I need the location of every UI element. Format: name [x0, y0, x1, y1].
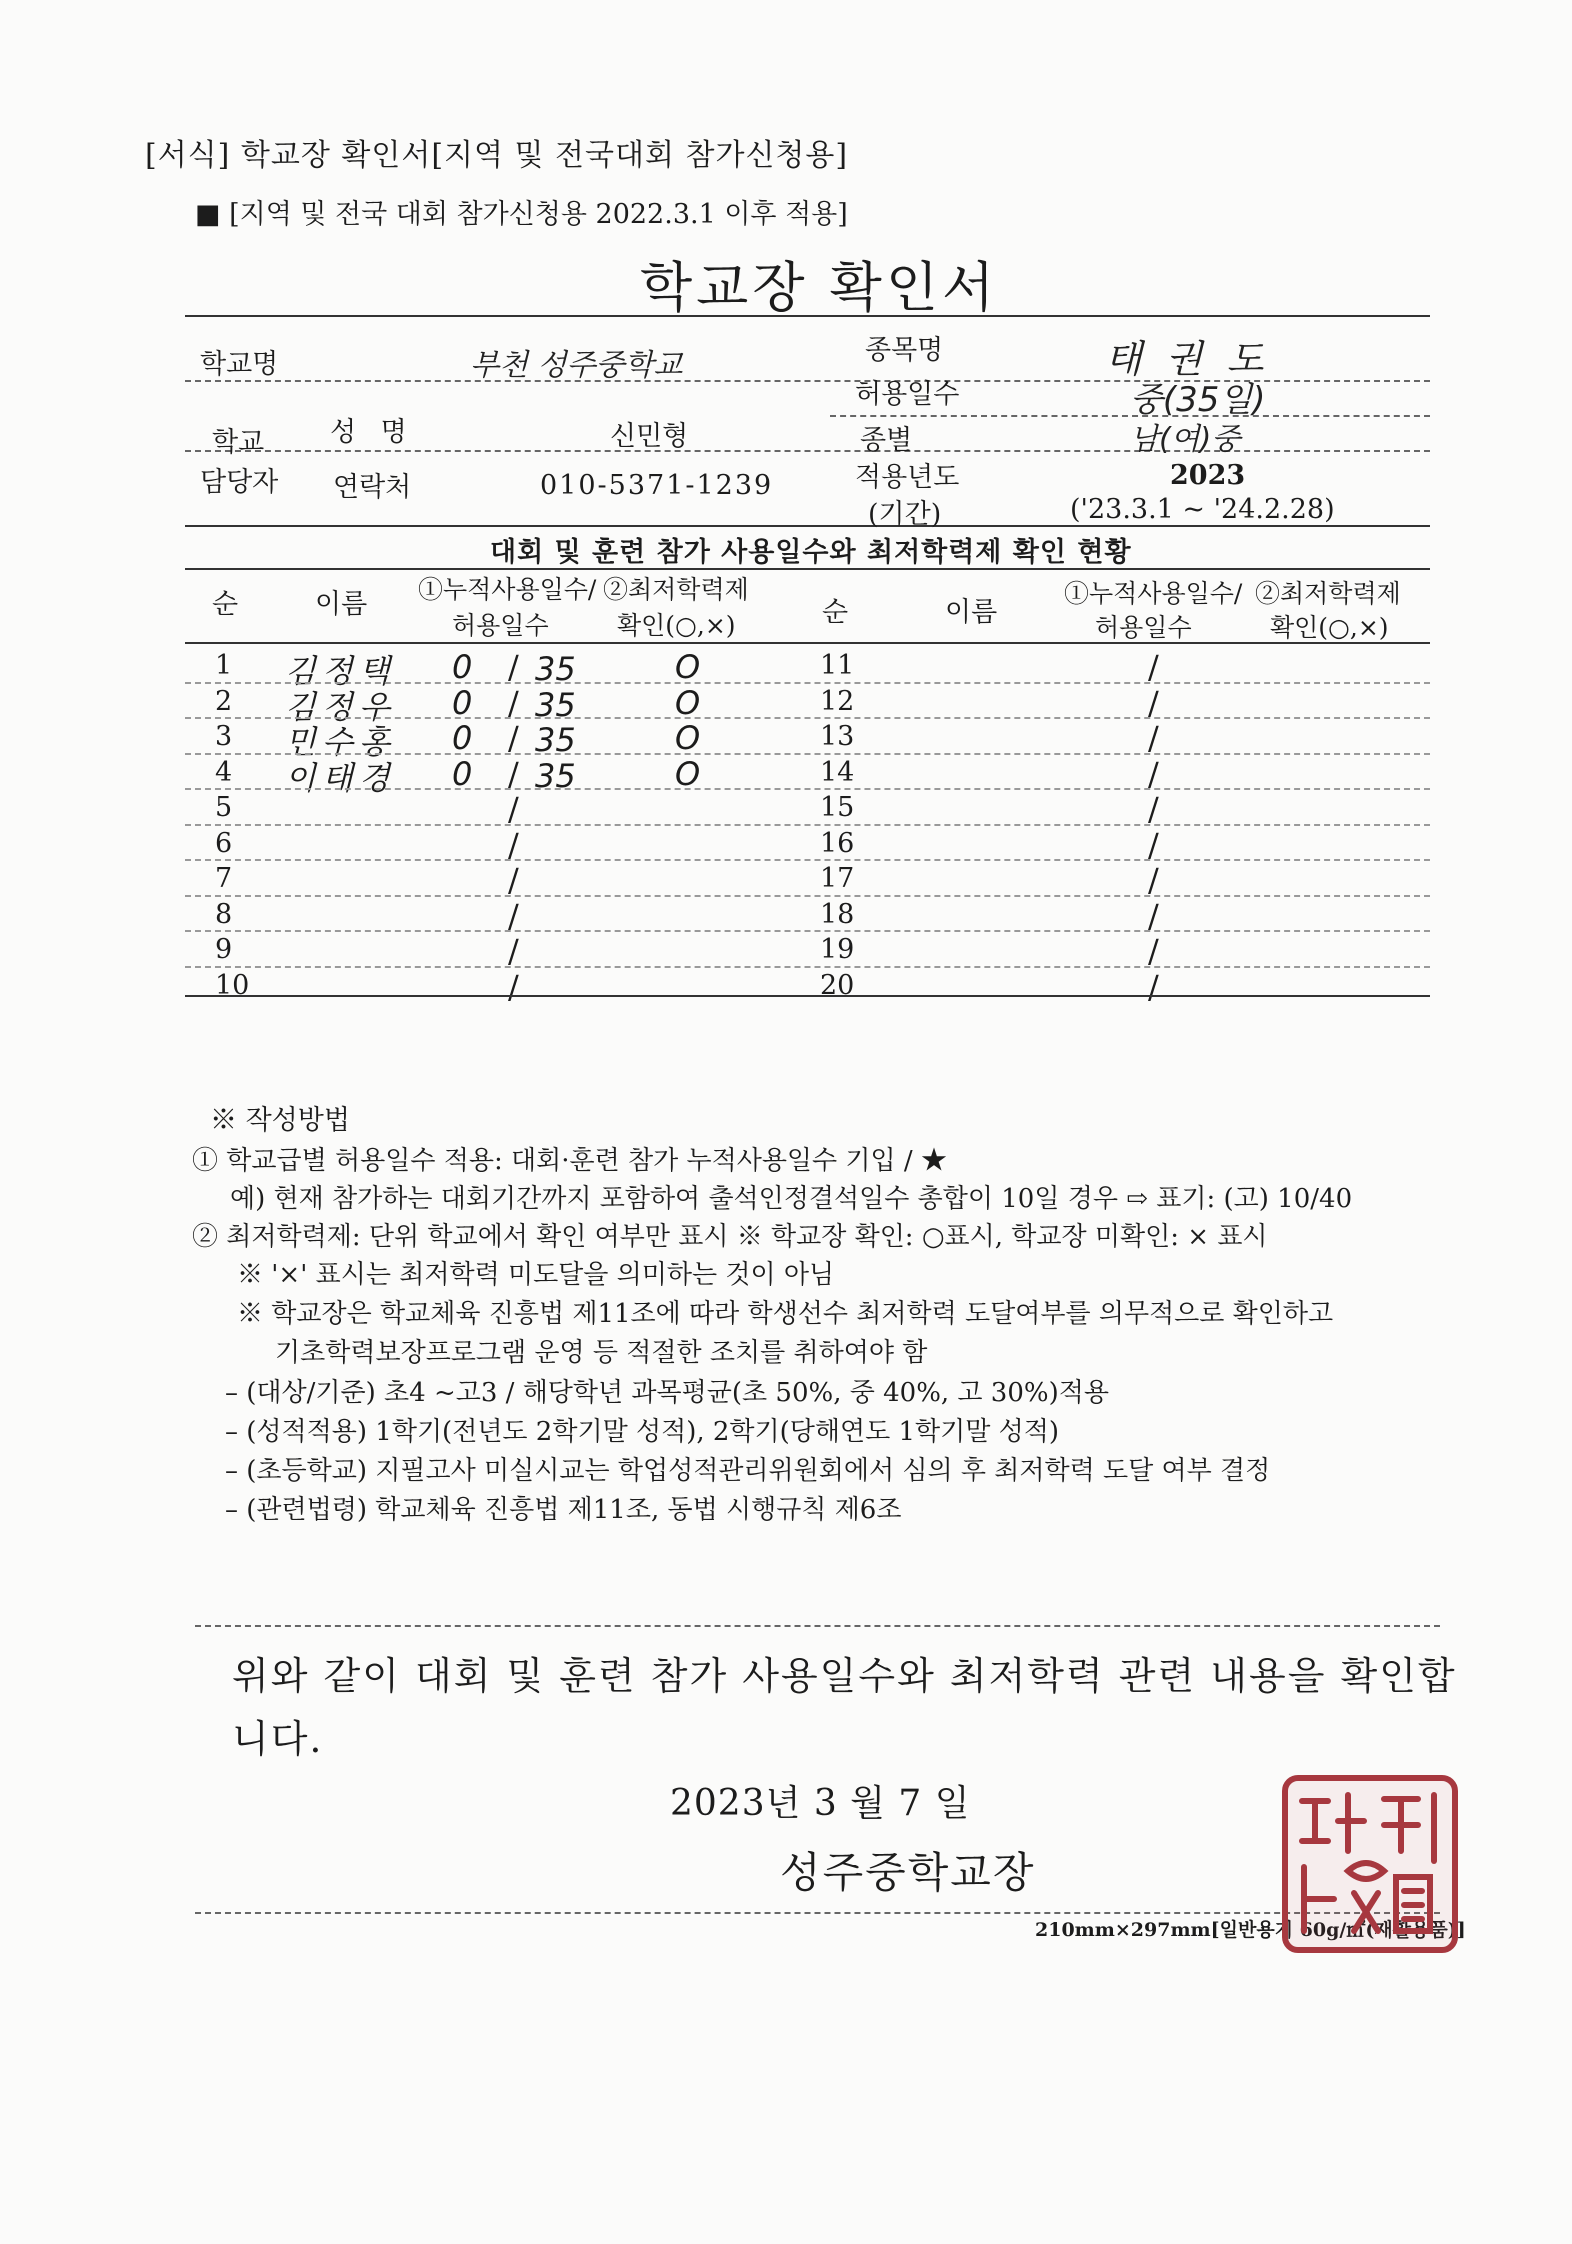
- allowed-days: 35: [535, 685, 576, 724]
- row-number-right: 19: [820, 934, 855, 965]
- row-number: 9: [215, 934, 233, 965]
- days-slash: /: [508, 683, 519, 722]
- days-slash-right: /: [1148, 932, 1159, 970]
- table-title: 대회 및 훈련 참가 사용일수와 최저학력제 확인 현황: [490, 537, 1132, 568]
- days-slash: /: [508, 825, 519, 864]
- contact-group-label: 학교: [212, 427, 265, 458]
- confirm-date: 2023년 3 월 7 일: [670, 1783, 971, 1824]
- phone-label: 연락처: [333, 472, 412, 503]
- paper-size-note: 210mm×297mm[일반용지 60g/㎡(재활용품)]: [1035, 1919, 1466, 1941]
- header-no-left: 순: [212, 589, 239, 620]
- name-label: 성 명: [330, 417, 415, 448]
- row-number: 5: [215, 792, 233, 823]
- school-seal-stamp: [1282, 1775, 1458, 1953]
- min-check-mark: O: [675, 754, 701, 793]
- category-value: 남(여)중: [1130, 422, 1241, 457]
- days-slash-right: /: [1148, 648, 1159, 686]
- days-slash-right: /: [1148, 790, 1159, 828]
- phone-value: 010-5371-1239: [540, 470, 774, 501]
- used-days: 0: [452, 648, 473, 686]
- year-label-2: (기간): [868, 499, 942, 530]
- note-line-5: ※ 학교장은 학교체육 진흥법 제11조에 따라 학생선수 최저학력 도달여부를 의무적으로 확인하고: [237, 1299, 1334, 1329]
- note-line-6: 기초학력보장프로그램 운영 등 적절한 조치를 취하여야 함: [275, 1338, 928, 1368]
- row-number-right: 18: [820, 898, 855, 930]
- min-check-mark: O: [675, 719, 701, 757]
- header-days-left-2: 허용일수: [452, 611, 549, 640]
- info-bottom-line: [185, 525, 1430, 527]
- table-bottom-line: [185, 995, 1430, 997]
- days-slash: /: [508, 932, 519, 970]
- school-value: 부천 성주중학교: [470, 348, 683, 383]
- student-name: 이태경: [285, 758, 396, 797]
- days-slash: /: [508, 754, 519, 793]
- table-header-line: [185, 642, 1430, 644]
- note-line-3: ② 최저학력제: 단위 학교에서 확인 여부만 표시 ※ 학교장 확인: ○표시, 학교장 미확인: × 표시: [192, 1222, 1268, 1252]
- note-line-7: – (대상/기준) 초4 ~고3 / 해당학년 과목평균(초 50%, 중 40%, 고 30%)적용: [225, 1378, 1109, 1408]
- row-number: 1: [215, 650, 233, 681]
- year-value: 2023: [1170, 460, 1246, 491]
- days-slash: /: [508, 719, 519, 757]
- days-slash-right: /: [1148, 719, 1159, 757]
- used-days: 0: [452, 754, 473, 793]
- contact-group-label-2: 담당자: [200, 467, 279, 498]
- row-number: 8: [215, 898, 233, 930]
- note-line-10: – (관련법령) 학교체육 진흥법 제11조, 동법 시행규칙 제6조: [225, 1495, 902, 1525]
- table-row-divider: [185, 895, 1430, 897]
- note-line-1: ① 학교급별 허용일수 적용: 대회·훈련 참가 누적사용일수 기입 / ★: [192, 1146, 947, 1176]
- days-slash-right: /: [1148, 896, 1159, 935]
- header-name-left: 이름: [315, 589, 368, 620]
- header-days-left: ①누적사용일수/: [418, 575, 597, 604]
- header-days-right-2: 허용일수: [1095, 613, 1192, 642]
- confirm-top-divider: [195, 1625, 1440, 1627]
- header-min-left: ②최저학력제: [603, 575, 749, 604]
- row-number: 6: [215, 827, 233, 859]
- confirm-statement: 위와 같이 대회 및 훈련 참가 사용일수와 최저학력 관련 내용을 확인합: [232, 1654, 1457, 1698]
- allowed-days: 35: [535, 721, 576, 759]
- row-number-right: 13: [820, 721, 855, 752]
- days-slash-right: /: [1148, 967, 1159, 1006]
- allowed-days-value: 중(35일): [1130, 380, 1266, 420]
- header-name-right: 이름: [945, 597, 998, 628]
- days-slash-right: /: [1148, 754, 1159, 793]
- sport-label: 종목명: [865, 335, 944, 366]
- sub-label: ■ [지역 및 전국 대회 참가신청용 2022.3.1 이후 적용]: [195, 199, 848, 230]
- days-slash: /: [508, 967, 519, 1006]
- table-row-divider: [185, 788, 1430, 790]
- row-number: 2: [215, 685, 233, 717]
- used-days: 0: [452, 683, 473, 722]
- row-number-right: 14: [820, 756, 855, 788]
- days-slash: /: [508, 861, 519, 899]
- category-label: 종별: [860, 425, 913, 456]
- row-number-right: 17: [820, 863, 855, 894]
- student-name: 민수홍: [285, 723, 396, 761]
- table-row-divider: [185, 859, 1430, 861]
- note-line-4: ※ '×' 표시는 최저학력 미도달을 의미하는 것이 아님: [237, 1260, 835, 1290]
- info-divider-3: [185, 450, 1430, 452]
- student-name: 김정우: [285, 687, 396, 726]
- page-title: 학교장 확인서: [640, 256, 999, 319]
- days-slash-right: /: [1148, 861, 1159, 899]
- used-days: 0: [452, 719, 473, 757]
- confirm-statement-2: 니다.: [232, 1717, 324, 1761]
- note-line-8: – (성적적용) 1학기(전년도 2학기말 성적), 2학기(당해연도 1학기말 성적): [225, 1417, 1060, 1447]
- row-number: 7: [215, 863, 233, 894]
- row-number-right: 15: [820, 792, 855, 823]
- row-number-right: 12: [820, 685, 855, 717]
- header-days-right: ①누적사용일수/: [1064, 579, 1243, 608]
- seal-pattern-icon: [1288, 1781, 1452, 1947]
- school-label: 학교명: [200, 349, 279, 380]
- days-slash: /: [508, 896, 519, 935]
- days-slash-right: /: [1148, 683, 1159, 722]
- table-row-divider: [185, 824, 1430, 826]
- name-value: 신민형: [610, 421, 689, 452]
- student-name: 김정택: [285, 652, 396, 690]
- principal-name: 성주중학교장: [780, 1848, 1036, 1897]
- info-top-line: [185, 315, 1430, 317]
- table-row-divider: [185, 966, 1430, 968]
- year-label: 적용년도: [855, 462, 960, 493]
- notes-heading: ※ 작성방법: [210, 1105, 350, 1136]
- days-slash-right: /: [1148, 825, 1159, 864]
- confirm-bottom-divider: [195, 1912, 1440, 1914]
- header-min-right-2: 확인(○,×): [1270, 613, 1389, 642]
- table-row-divider: [185, 930, 1430, 932]
- allowed-days: 35: [535, 650, 576, 688]
- form-label: [서식] 학교장 확인서[지역 및 전국대회 참가신청용]: [145, 138, 849, 173]
- row-number: 10: [215, 969, 250, 1001]
- days-slash: /: [508, 648, 519, 686]
- table-top-line: [185, 568, 1430, 570]
- row-number: 3: [215, 721, 233, 752]
- allowed-days-label: 허용일수: [855, 379, 960, 410]
- min-check-mark: O: [675, 648, 701, 686]
- allowed-days: 35: [535, 756, 576, 795]
- sport-value: 태 권 도: [1105, 337, 1270, 381]
- row-number: 4: [215, 756, 233, 788]
- note-line-9: – (초등학교) 지필고사 미실시교는 학업성적관리위원회에서 심의 후 최저학력 도달 여부 결정: [225, 1456, 1271, 1486]
- days-slash: /: [508, 790, 519, 828]
- row-number-right: 16: [820, 827, 855, 859]
- note-line-2: 예) 현재 참가하는 대회기간까지 포함하여 출석인정결석일수 총합이 10일 경우 ⇨ 표기: (고) 10/40: [230, 1184, 1353, 1214]
- period-value: ('23.3.1 ~ '24.2.28): [1070, 494, 1335, 525]
- row-number-right: 11: [820, 650, 855, 681]
- header-min-right: ②최저학력제: [1255, 579, 1401, 608]
- row-number-right: 20: [820, 969, 855, 1001]
- header-min-left-2: 확인(○,×): [617, 611, 736, 640]
- min-check-mark: O: [675, 683, 701, 722]
- header-no-right: 순: [822, 597, 849, 628]
